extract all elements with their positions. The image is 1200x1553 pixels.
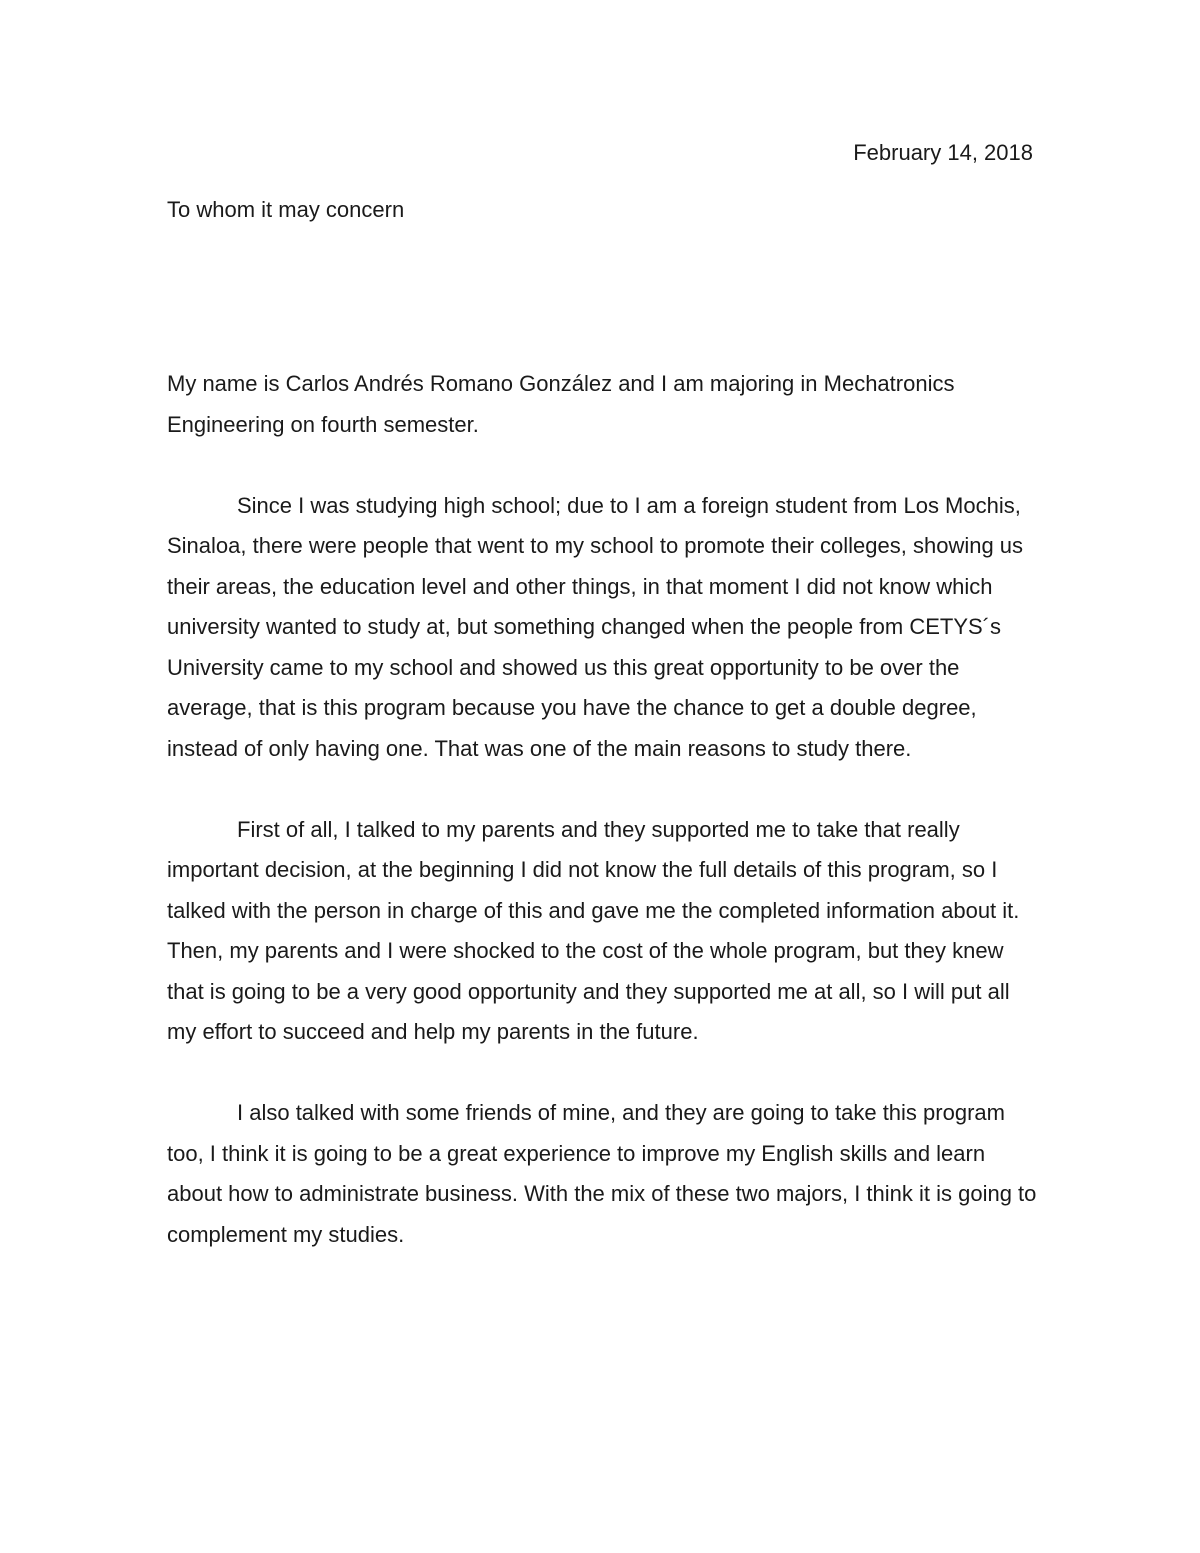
letter-body — [167, 364, 1042, 1296]
paragraph-parents: First of all, I talked to my parents and they supported me to take that really important decision, at the beginning I did not know the full details of this program, so I talked with the person in charge of this and gave me the completed information about it. Then, my parents and I were shocked to the cost of the whole program, but they knew that is going to be a very good opportunity and they supported me at all, so I will put all my effort to succeed and help my parents in the future. — [167, 816, 1020, 1044]
letter-date: February 14, 2018 — [853, 140, 1033, 165]
paragraph-friends: I also talked with some friends of mine, and they are going to take this program too, I think it is going to be a great experience to improve my English skills and learn about how to administrate business. With the mix of these two majors, I think it is going to complement my studies. — [167, 1100, 1037, 1247]
letter-salutation: To whom it may concern — [167, 197, 405, 222]
paragraph-introduction: My name is Carlos Andrés Romano González and I am majoring in Mechatronics Engineering on fourth semester. — [167, 371, 955, 437]
paragraph-motivation: Since I was studying high school; due to I am a foreign student from Los Mochis, Sinaloa, there were people that went to my school to promote their colleges, showing us their areas, the education level and other things, in that moment I did not know which university wanted to study at, but something changed when the people from CETYS´s University came to my school and showed us this great opportunity to be over the average, that is this program because you have the chance to get a double degree, instead of only having one. That was one of the main reasons to study there. — [167, 492, 1024, 761]
